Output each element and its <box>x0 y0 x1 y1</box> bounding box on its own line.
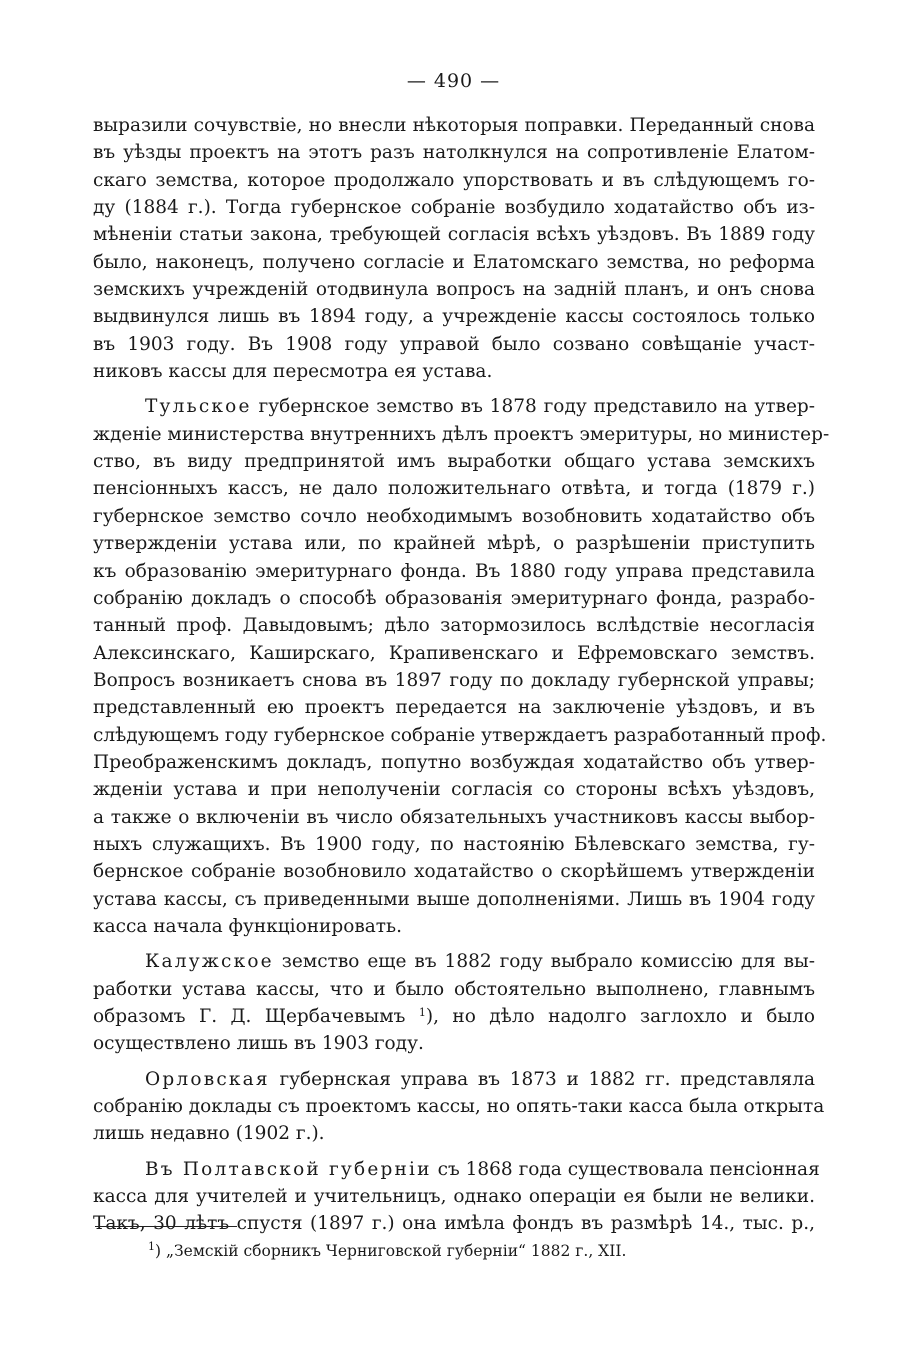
text-line: собранію докладъ о способѣ образованія эмеритурнаго фонда, разрабо- <box>93 587 815 609</box>
text-line: жденіи устава и при неполученіи согласія со стороны всѣхъ уѣздовъ, <box>93 779 815 801</box>
text-line: ство, въ виду предпринятой имъ выработки общаго устава земскихъ <box>93 451 815 473</box>
text-line: никовъ кассы для пересмотра ея устава. <box>93 361 493 383</box>
text-line: мѣненіи статьи закона, требующей согласія всѣхъ уѣздовъ. Въ 1889 году <box>93 224 815 246</box>
text-line: касса для учителей и учительницъ, однако операціи ея были не велики. <box>93 1186 815 1208</box>
paragraph <box>93 948 815 1057</box>
page-number: — 490 — <box>406 70 501 92</box>
text-line: губернское земство сочло необходимымъ возобновить ходатайство объ <box>93 505 815 527</box>
text-line: жденіе министерства внутреннихъ дѣлъ проектъ эмеритуры, но министер- <box>93 423 830 445</box>
spaced-lead: Калужское <box>145 951 274 973</box>
text-line: Вопросъ возникаетъ снова въ 1897 году по докладу губернской управы; <box>93 669 815 691</box>
body-text <box>93 112 830 1238</box>
footnote-marker: 1 <box>148 1240 155 1253</box>
footnote-rule <box>95 1226 237 1227</box>
text-line: къ образованію эмеритурнаго фонда. Въ 1880 году управа представила <box>93 560 815 582</box>
text-line: образомъ Г. Д. Щербачевымъ $^1$), но дѣло надолго заглохло и было <box>93 1006 815 1027</box>
text-line: въ 1903 году. Въ 1908 году управой было созвано совѣщаніе участ- <box>93 333 815 355</box>
paragraph <box>93 112 815 385</box>
text-line: земскихъ учрежденій отодвинула вопросъ на задній планъ, и онъ снова <box>93 279 815 301</box>
text-line: представленный ею проектъ передается на заключеніе уѣздовъ, и въ <box>93 697 815 719</box>
text-line: въ уѣзды проектъ на этотъ разъ натолкнулся на сопротивленіе Елатом- <box>93 142 815 164</box>
text-line: собранію доклады съ проектомъ кассы, но опять-таки касса была открыта <box>93 1096 825 1118</box>
text-line: Такъ, 30 лѣтъ спустя (1897 г.) она имѣла фондъ въ размѣрѣ 14., тыс. р., <box>93 1213 815 1235</box>
text-line: Алексинскаго, Каширскаго, Крапивенскаго и Ефремовскаго земствъ. <box>93 642 815 664</box>
spaced-lead: Орловская <box>145 1068 270 1090</box>
text-line: ныхъ служащихъ. Въ 1900 году, по настоянію Бѣлевскаго земства, гу- <box>93 833 815 855</box>
text-line: бернское собраніе возобновило ходатайство о скорѣйшемъ утвержденіи <box>93 861 815 883</box>
footnote: $^1$) „Земскій сборникъ Черниговской губерніи“ 1882 г., XII. <box>148 1240 627 1260</box>
footnote-text: „Земскій сборникъ Черниговской губерніи“ 1882 г., XII. <box>161 1242 627 1260</box>
text-line: устава кассы, съ приведенными выше дополненіями. Лишь въ 1904 году <box>93 888 815 910</box>
text-line: утвержденіи устава или, по крайней мѣрѣ, о разрѣшеніи приступить <box>93 533 815 555</box>
text-line: было, наконецъ, получено согласіе и Елатомскаго земства, но реформа <box>93 251 815 273</box>
text-line: пенсіонныхъ кассъ, не дало положительнаго отвѣта, и тогда (1879 г.) <box>93 478 815 500</box>
text-line: касса начала функціонировать. <box>93 915 402 937</box>
text-line: работки устава кассы, что и было обстоятельно выполнено, главнымъ <box>93 978 815 1000</box>
text-line: а также о включеніи въ число обязательныхъ участниковъ кассы выбор- <box>93 806 815 828</box>
text-line: Преображенскимъ докладъ, попутно возбуждая ходатайство объ утвер- <box>93 751 815 773</box>
text-line: лишь недавно (1902 г.). <box>93 1123 325 1145</box>
text-line: Орловская губернская управа въ 1873 и 1882 гг. представляла <box>145 1068 815 1090</box>
footnote-ref: 1 <box>418 1006 426 1019</box>
paragraph <box>93 393 830 940</box>
text-line: Тульское губернское земство въ 1878 году представило на утвер- <box>145 396 815 418</box>
text-line: танный проф. Давыдовымъ; дѣло затормозилось вслѣдствіе несогласія <box>93 615 815 637</box>
text-line: Въ Полтавской губерніи съ 1868 года существовала пенсіонная <box>145 1158 820 1180</box>
spaced-lead: Тульское <box>145 396 252 418</box>
text-line: выразили сочувствіе, но внесли нѣкоторыя поправки. Переданный снова <box>93 115 815 136</box>
text-line: скаго земства, которое продолжало упорствовать и въ слѣдующемъ го- <box>93 169 815 191</box>
spaced-lead: Въ Полтавской губерніи <box>145 1158 432 1180</box>
text-line: ду (1884 г.). Тогда губернское собраніе возбудило ходатайство объ из- <box>93 197 815 219</box>
text-line: слѣдующемъ году губернское собраніе утверждаетъ разработанный проф. <box>93 724 827 746</box>
paragraph <box>93 1066 825 1148</box>
text-line: Калужское земство еще въ 1882 году выбрало комиссію для вы- <box>145 951 815 973</box>
text-line: осуществлено лишь въ 1903 году. <box>93 1033 424 1055</box>
text-line: выдвинулся лишь въ 1894 году, а учрежденіе кассы состоялось только <box>93 306 815 328</box>
